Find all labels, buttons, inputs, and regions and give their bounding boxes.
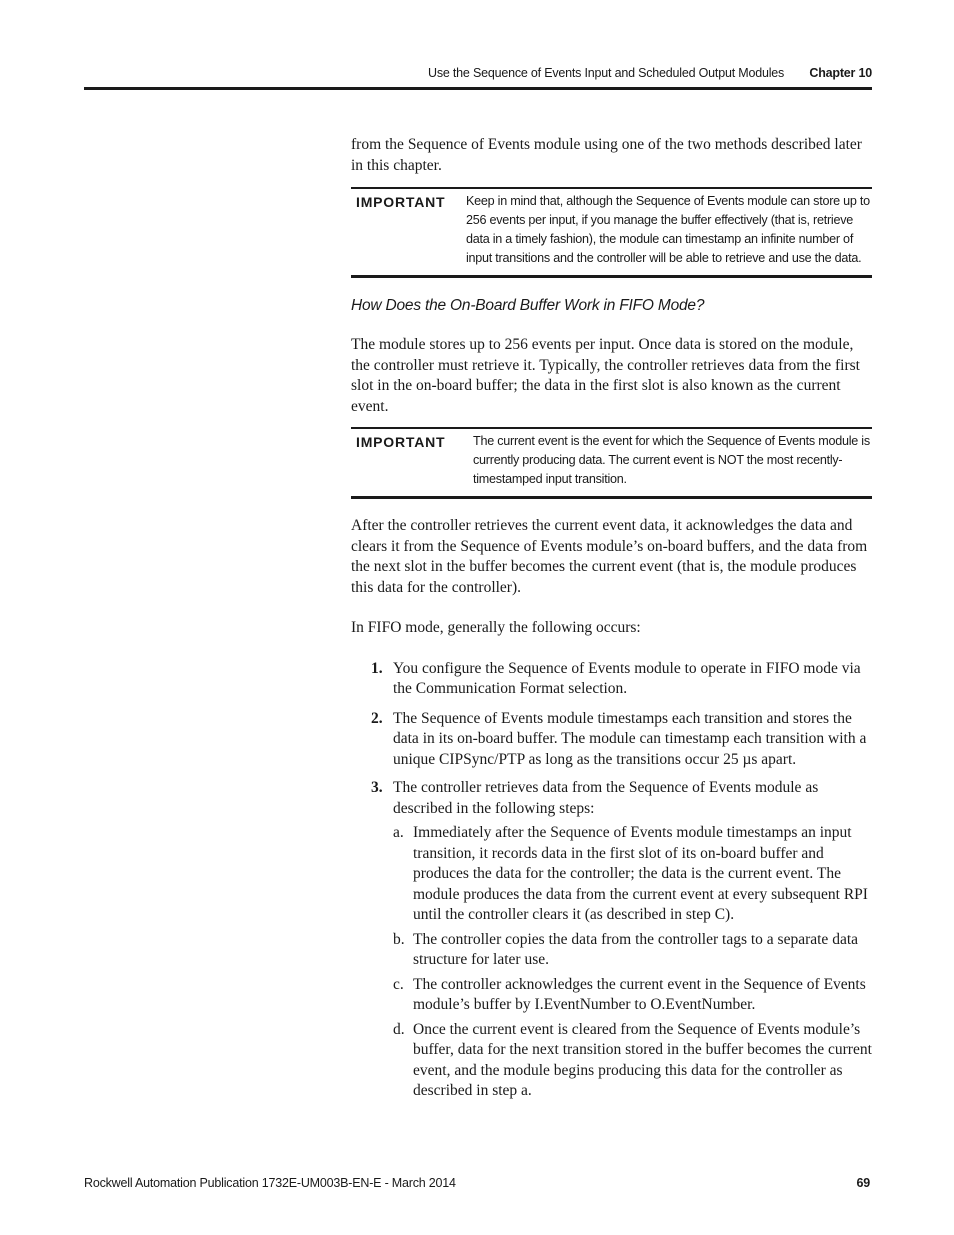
substep-letter: b. bbox=[393, 930, 405, 948]
paragraph-buffer-overview: The module stores up to 256 events per input. Once data is stored on the module, the controller must retrieve it. Typically, the controller retrieves data from the first slot in the on-board buffer; the data in the first slot is also known as the current event. bbox=[351, 336, 860, 415]
important-label: IMPORTANT bbox=[356, 434, 446, 450]
header-chapter: Chapter 10 bbox=[809, 66, 872, 80]
header-rule bbox=[84, 87, 872, 90]
fifo-steps-list bbox=[351, 659, 872, 1102]
list-item bbox=[351, 709, 872, 771]
page-header bbox=[84, 60, 872, 90]
paragraph-acknowledge: After the controller retrieves the current event data, it acknowledges the data and clears it from the Sequence of Events module’s on-board buffers, and the data from the next slot in the buffer becomes the current event (that is, the module produces this data for the controller). bbox=[351, 517, 868, 596]
step-number: 1. bbox=[371, 659, 383, 677]
list-item bbox=[393, 975, 872, 1016]
substep-letter: d. bbox=[393, 1020, 405, 1038]
step-number: 3. bbox=[371, 779, 383, 796]
important-label: IMPORTANT bbox=[356, 194, 446, 210]
substep-text: Once the current event is cleared from the Sequence of Events module’s buffer, data for the next transition stored in the buffer becomes the current event, and the module begins producing this data for the controller as described in step a. bbox=[413, 1020, 872, 1099]
step-text: The controller retrieves data from the Sequence of Events module as described in the following steps: bbox=[393, 779, 819, 817]
substep-text: Immediately after the Sequence of Events module timestamps an input transition, it records data in the first slot of its on-board buffer and produces the data for the controller; the data is the current event. The module produces the data from the current event at every subsequent RPI until the controller clears it (as described in step C). bbox=[413, 824, 868, 923]
list-item bbox=[393, 930, 872, 971]
substep-letter: c. bbox=[393, 975, 404, 993]
step-number: 2. bbox=[371, 709, 383, 727]
section-subheading: How Does the On-Board Buffer Work in FIFO Mode? bbox=[351, 297, 705, 314]
important-text: The current event is the event for which the Sequence of Events module is currently producing data. The current event is NOT the most recently-timestamped input transition. bbox=[473, 434, 870, 486]
paragraph-fifo-intro: In FIFO mode, generally the following occurs: bbox=[351, 619, 641, 636]
footer-page-number: 69 bbox=[856, 1176, 870, 1190]
list-item bbox=[351, 659, 872, 700]
intro-paragraph: from the Sequence of Events module using one of the two methods described later in this chapter. bbox=[351, 136, 862, 174]
step-text: You configure the Sequence of Events module to operate in FIFO mode via the Communication Format selection. bbox=[393, 659, 861, 697]
step-text: The Sequence of Events module timestamps each transition and stores the data in its on-board buffer. The module can timestamp each transition with a unique CIPSync/PTP as long as the transitions occur 25 µs apart. bbox=[393, 709, 867, 768]
list-item bbox=[393, 1020, 872, 1102]
important-box-1 bbox=[351, 187, 872, 278]
substeps-list bbox=[393, 823, 872, 1102]
important-text: Keep in mind that, although the Sequence of Events module can store up to 256 events per input, if you manage the buffer effectively (that is, retrieve data in a timely fashion), the module can timestamp an infinite number of input transitions and the controller will be able to retrieve and use the data. bbox=[466, 194, 870, 265]
footer-publication: Rockwell Automation Publication 1732E-UM003B-EN-E - March 2014 bbox=[84, 1176, 456, 1190]
header-title: Use the Sequence of Events Input and Scheduled Output Modules bbox=[428, 66, 785, 80]
list-item bbox=[393, 823, 872, 926]
main-content bbox=[351, 135, 872, 1102]
substep-text: The controller acknowledges the current event in the Sequence of Events module’s buffer by I.EventNumber to O.EventNumber. bbox=[413, 975, 866, 1013]
substep-letter: a. bbox=[393, 824, 404, 841]
header-row bbox=[428, 66, 872, 80]
important-box-2 bbox=[351, 427, 872, 499]
list-item bbox=[351, 778, 872, 1102]
substep-text: The controller copies the data from the controller tags to a separate data structure for later use. bbox=[413, 930, 859, 968]
